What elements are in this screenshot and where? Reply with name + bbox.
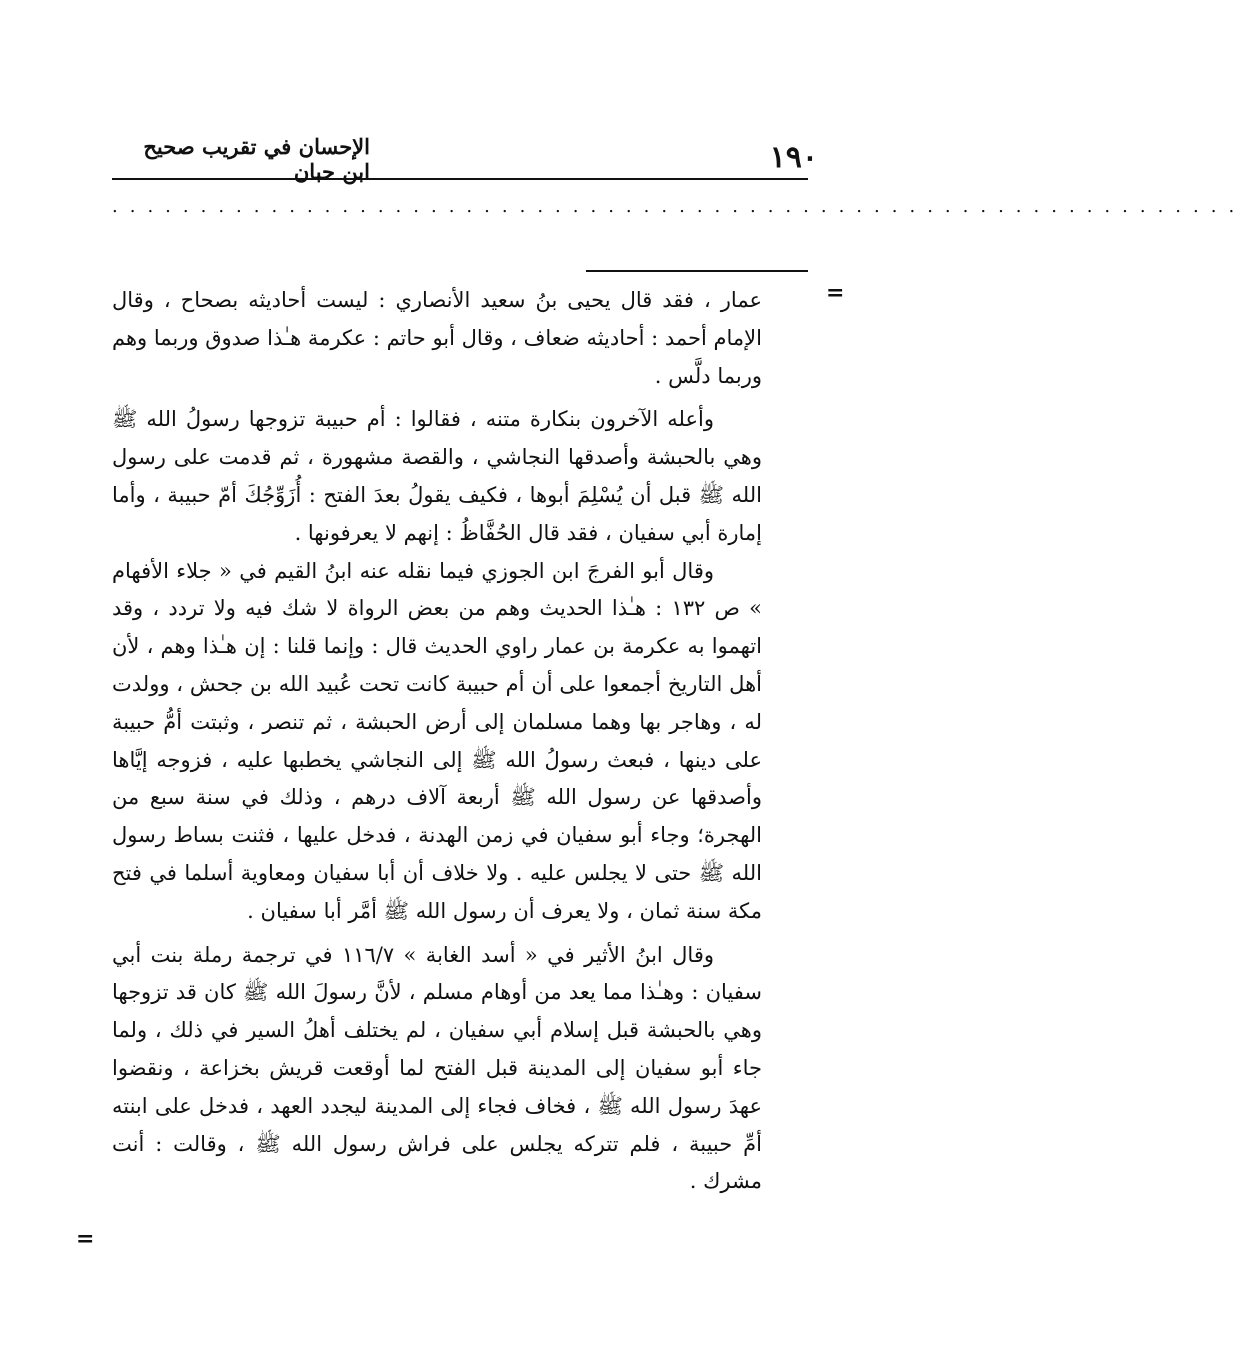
margin-mark-top: = [826,280,845,306]
paragraph: وقال أبو الفرجَ ابن الجوزي فيما نقله عنه ابنُ القيم في « جلاء الأفهام » ص ١٣٢ : هـٰذا الحديث وهم من بعض الرواة لا شك فيه ولا تردد ، وقد اتهموا به عكرمة بن عمار راوي الحديث قال : وإنما قلنا : إن هـٰذا وهم ، لأن أهل التاريخ أجمعوا على أن أم حبيبة كانت تحت عُبيد الله بن جحش ، وولدت له ، وهاجر بها وهما مسلمان إلى أرض الحبشة ، ثم تنصر ، وثبتت أمُّ حبيبة على دينها ، فبعث رسولُ الله ﷺ إلى النجاشي يخطبها عليه ، فزوجه إيَّاها وأصدقها عن رسول الله ﷺ أربعة آلاف درهم ، وذلك في سنة سبع من الهجرة؛ وجاء أبو سفيان في زمن الهدنة ، فدخل عليها ، فثنت بساط رسول الله ﷺ حتى لا يجلس عليه . ولا خلاف أن أبا سفيان ومعاوية أسلما في فتح مكة سنة ثمان ، ولا يعرف أن رسول الله ﷺ أمَّر أبا سفيان . [112,558,762,923]
main-text [112,282,762,1201]
page-number: ١٩٠ [769,140,818,175]
dotted-separator: ................................................................ [112,196,1246,217]
margin-mark-bottom: = [76,1226,95,1252]
paragraph: وأعله الآخرون بنكارة متنه ، فقالوا : أم حبيبة تزوجها رسولُ الله ﷺ وهي بالحبشة وأصدقها النجاشي ، والقصة مشهورة ، ثم قدمت على رسول الله ﷺ قبل أن يُسْلِمَ أبوها ، فكيف يقولُ بعدَ الفتح : أُزَوِّجُكَ أمّ حبيبة ، وأما إمارة أبي سفيان ، فقد قال الحُفَّاظُ : إنهم لا يعرفونها . [112,407,762,545]
paragraph: وقال ابنُ الأثير في « أسد الغابة » ١١٦/٧ في ترجمة رملة بنت أبي سفيان : وهـٰذا مما يعد من أوهام مسلم ، لأنَّ رسولَ الله ﷺ كان قد تزوجها وهي بالحبشة قبل إسلام أبي سفيان ، لم يختلف أهلُ السير في ذلك ، ولما جاء أبو سفيان إلى المدينة قبل الفتح لما أوقعت قريش بخزاعة ، ونقضوا عهدَ رسول الله ﷺ ، فخاف فجاء إلى المدينة ليجدد العهد ، فدخل على ابنته أمِّ حبيبة ، فلم تتركه يجلس على فراش رسول الله ﷺ ، وقالت : أنت مشرك . [112,942,762,1194]
header-rule [112,178,808,180]
footnote-rule [586,270,808,272]
paragraph: عمار ، فقد قال يحيى بنُ سعيد الأنصاري : ليست أحاديثه بصحاح ، وقال الإمام أحمد : أحاديثه ضعاف ، وقال أبو حاتم : عكرمة هـٰذا صدوق وربما وهم وربما دلَّس . [112,288,762,388]
running-title: الإحسان في تقريب صحيح ابن حبان [143,134,370,184]
